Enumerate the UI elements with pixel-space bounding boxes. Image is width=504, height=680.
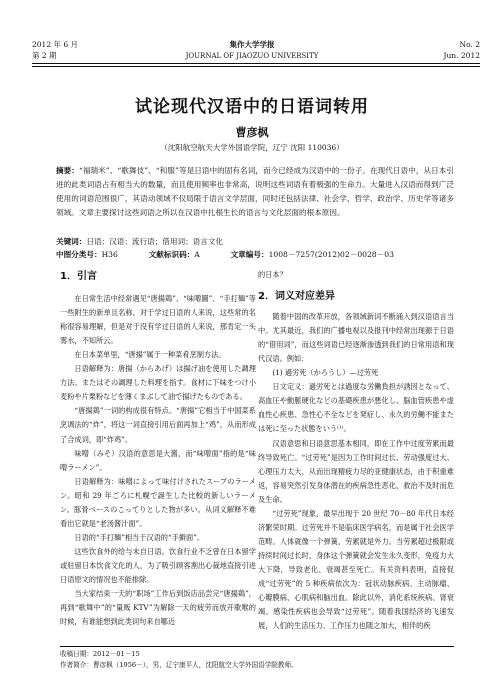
header-journal-en: JOURNAL OF JIAOZUO UNIVERSITY <box>185 52 319 60</box>
header-issue: 第 2 期 <box>32 51 57 60</box>
keywords <box>56 236 476 248</box>
abstract <box>56 164 454 220</box>
paragraph: “唐揚鶏”一词的构成很有特点。“唐揚”它相当于中国菜系烹调法的“炸”，将这一词直接引用后面再加上“鸡”，从而形成了合成词，即“炸鸡”。 <box>60 406 256 444</box>
paragraph: 日语解释为：味噌によって味付けされたスープのラーメン。昭和 29 年ごろに札幌で誕生した比較的新しいラーメン。豚骨ベースのこってりとした物が多い。从词义解释不难看出它就是“老汤酱汁面”。 <box>60 476 256 528</box>
paragraph: 味噌（みそ）汉语的意思是大酱，而“味噌面”指的是“味噌ラーメン”。 <box>60 448 256 472</box>
keywords-text: 日语；汉语；流行语；借用词；语言文化 <box>86 237 224 246</box>
paragraph: 日语解释为：唐揚（からあげ）は揚げ油を使用した調理方法。またはその調理した料理を指す。食材に下味をつけ小麦粉や片栗粉などを薄くまぶして油で揚げたものである。 <box>60 364 256 402</box>
clc-label: 中图分类号： <box>56 250 102 259</box>
right-column <box>258 268 454 633</box>
paragraph: 随着中国的改革开放，各领域新词不断涌入到汉语语言当中。尤其最近，我们的广播电视以及报刊中经常出现源于日语的“借用词”，而这些词语已经逐渐渗透到我们的日常用语和现代汉语。例如： <box>258 312 454 364</box>
header-year-month: 2012 年 6 月 <box>32 40 79 49</box>
section-heading-intro: 1．引言 <box>60 271 97 282</box>
doc-code-label: 文献标识码： <box>148 250 195 259</box>
abstract-label: 摘要： <box>56 166 79 175</box>
clc-value: H36 <box>101 250 118 259</box>
left-column <box>60 268 256 629</box>
example-heading: (1) 過労死（かろうし）—过劳死 <box>272 368 379 378</box>
author-name: 曹彦枫 <box>235 126 269 139</box>
paragraph: 这些饮食外的给与未自日语。饮食行业不乏曾在日本留学或驻留日本饮食文化的人，为了吸引顾客割出心裁地直接引进日语原文的情况也不能排除。 <box>60 546 256 584</box>
classification-line <box>56 249 476 261</box>
paragraph: “过劳死”现象，最早出现于 20 世纪 70－80 年代日本经济繁荣时期。过劳死并不是临床医学病名，而是属于社会医学范畴。人体就像一个弹簧，劳累就是外力。当劳累超过极限或持续时间过长时，身体这个弹簧就会发生永久变形，免疫力大大下降，导致老化、衰竭甚至死亡。有关资料表明，直接促成“过劳死”的 5 种疾病依次为：冠状动脉疾病、主动脉瘤、心瓣膜病、心肌病和脑出血。除此以外，消化系统疾病、肾衰竭、感染性疾病也会导致“过劳死”。随着我国经济的飞速发展，人们的生活压力、工作压力也随之加大，相伴的疾 <box>258 508 454 631</box>
author-affiliation: （沈阳航空航天大学外国语学院，辽宁 沈阳 110036） <box>160 143 344 152</box>
paragraph: 在日本菜单里，“唐揚”属于一种菜肴烹制方法。 <box>74 350 226 360</box>
paragraph: 日语的“手打麺”相当于汉语的“手擀面”。 <box>74 532 205 542</box>
keywords-label: 关键词： <box>56 237 87 246</box>
footnote-author-bio: 作者简介：曹彦枫（1956－），男，辽宁康平人，沈阳航空大学外国语学院教师。 <box>60 661 298 669</box>
header-date: Jun. 2012 <box>443 51 480 60</box>
header-number: No. 2 <box>459 40 480 49</box>
abstract-text: “福瑞米”、“歌舞伎”、“和服”等是日语中的固有名词，而今已经成为汉语中的一份子。在现代日语中，从日本引进的此类词语占有相当大的数量，而且使用频率也非常高，说明这些词语有着极强的生命力。大量进入汉语而得到广泛使用的词语范围很广，其语动领域不仅局限于语言文学层面，同时还包括法律、社会学、哲学、政治学、历史学等诸多领域。文章主要探讨这些词语之所以在汉语中扎根生长的语言与文化层面的根本原因。 <box>56 166 455 217</box>
section-heading-word-meaning: 2．词义对应差异 <box>258 291 335 303</box>
article-number-value: 1008－7257(2012)02－0028－03 <box>268 250 394 259</box>
paragraph-continuation: 的日本？ <box>258 270 287 279</box>
paper-title: 试论现代汉语中的日语词转用 <box>135 97 369 117</box>
doc-code-value: A <box>194 250 200 259</box>
paragraph: 当大家结束一天的“职场”工作后到饭店品尝完“唐揚鶏”，再到“歌舞中”的“量贩 KTV”为解除一天的疲劳而放开歌喉的时候，有谁能想到此类词句来自哪近 <box>60 589 256 627</box>
article-number-label: 文章编号： <box>230 250 269 259</box>
header-journal-cn: 集作大学学报 <box>229 40 275 49</box>
footnote-received: 收稿日期：2012－01－15 <box>60 650 140 658</box>
header-rule <box>32 63 480 64</box>
footnote-rule <box>60 646 454 647</box>
paragraph: 在日常生活中经常遇见“唐揚鶏”、“味噌圖”、“手打麺”等一些附生的新单且名称。对于学过日语的人来说，这些常的名称很容易理解，但是对于没有学过日语的人来说，那肯定一头雾水，不知所云。 <box>60 294 256 346</box>
paragraph: 日文定义：過労死とは過度な労働負担が誘因となって、高血圧や動脈硬化などの基礎疾患が悪化し、脳血管疾患や虚血性心疾患、急性心不全などを発症し、永久的労働不能または死に至った状態をいう⁽¹⁾。 <box>258 382 454 434</box>
paragraph: 汉语意思和日语意思基本相同，即在工作中过度劳累而最终导致死亡。“过劳死”是因为工作时间过长、劳动强度过大、心理压力太大，从而出现精疲力尽的亚健康状态，由于积重难返，容易突然引发身体潜在的疾病急性恶化，救治不及时而危及生命。 <box>258 438 454 504</box>
